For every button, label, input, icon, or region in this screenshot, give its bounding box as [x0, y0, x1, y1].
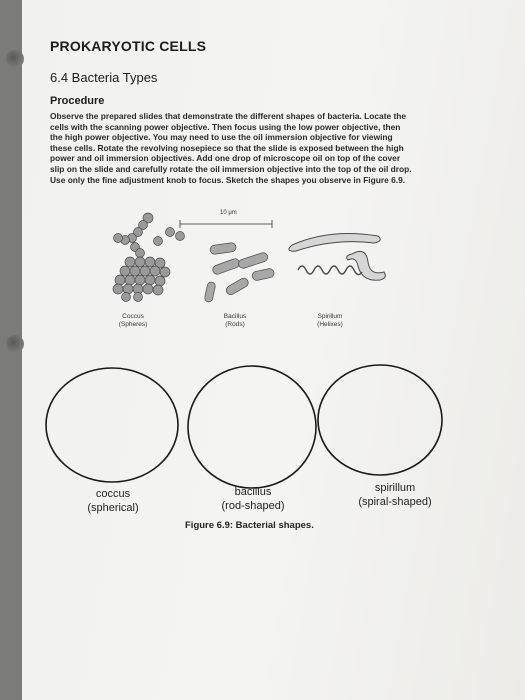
- illustration-label-bacillus: [210, 313, 260, 329]
- sketch-label-line: bacillus: [234, 486, 272, 498]
- procedure-line: power and oil immersion objectives. Add one drop of microscope oil on top of the cover: [50, 153, 401, 164]
- spirillum-illustration: [289, 233, 386, 280]
- procedure-line: the high power objective. You may need to use the oil immersion objective for viewing: [50, 132, 393, 143]
- procedure-heading: Procedure: [50, 95, 105, 107]
- illustration-name: Spirillum: [317, 313, 343, 320]
- procedure-line: these cells. Rotate the revolving nosepiece so that the slide is exposed between the high: [50, 142, 404, 153]
- sketch-label-line: spirillum: [374, 482, 416, 494]
- illustration-subname: (Helixes): [317, 321, 343, 328]
- bacillus-sketch-circle: [188, 366, 316, 488]
- sketch-label-coccus: [68, 487, 158, 515]
- page-title: PROKARYOTIC CELLS: [50, 38, 207, 54]
- section-heading: 6.4 Bacteria Types: [50, 70, 158, 85]
- illustration-label-coccus: [108, 313, 158, 329]
- illustration-label-spirillum: [305, 313, 355, 329]
- sketch-label-line: (spiral-shaped): [358, 496, 432, 508]
- illustration-subname: (Rods): [225, 321, 245, 328]
- sketch-label-bacillus: [203, 485, 303, 513]
- spirillum-sketch-circle: [318, 365, 442, 475]
- procedure-line: cells with the scanning power objective. Then focus using the low power objective, then: [50, 121, 401, 132]
- illustration-name: Bacillus: [223, 313, 247, 320]
- illustration-subname: (Spheres): [118, 321, 148, 328]
- scale-bar-label: 10 μm: [220, 210, 237, 216]
- figure-caption: Figure 6.9: Bacterial shapes.: [185, 520, 314, 531]
- coccus-illustration: [113, 213, 185, 302]
- bacillus-illustration: [204, 242, 275, 302]
- sketch-label-line: (rod-shaped): [221, 500, 285, 512]
- procedure-line: Use only the fine adjustment knob to focus. Sketch the shapes you observe in Figure 6.9.: [50, 174, 406, 185]
- coccus-sketch-circle: [46, 368, 178, 482]
- illustration-name: Coccus: [122, 313, 144, 320]
- procedure-line: slip on the slide and carefully rotate the oil immersion objective into the top of the oil drop.: [50, 163, 412, 174]
- sketch-label-spirillum: [340, 481, 450, 509]
- procedure-line: Observe the prepared slides that demonstrate the different shapes of bacteria. Locate the: [50, 111, 407, 121]
- sketch-label-line: coccus: [95, 488, 131, 500]
- scale-bar: [180, 220, 272, 228]
- sketch-label-line: (spherical): [87, 502, 139, 514]
